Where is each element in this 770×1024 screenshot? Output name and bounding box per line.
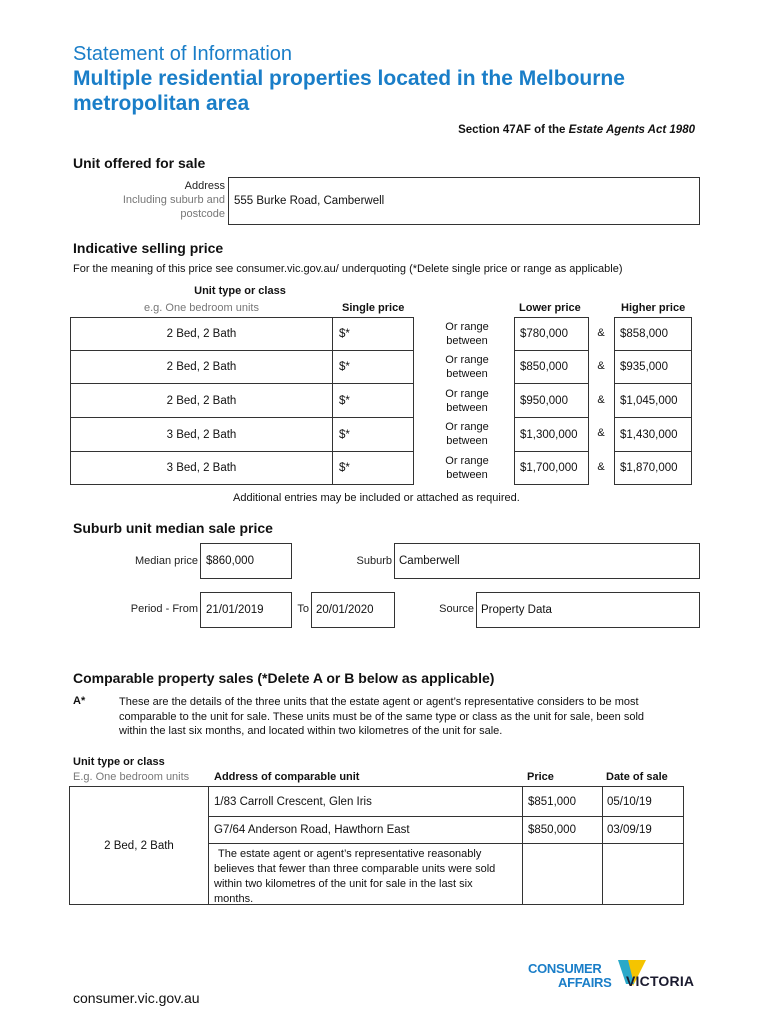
option-a-line1: These are the details of the three units that the estate agent or agent’s representative considers to be most [119, 696, 639, 708]
address-label-line2: Including suburb and [122, 194, 225, 206]
price-row-5-higher-text: $1,870,000 [620, 462, 678, 474]
logo-affairs-text: AFFAIRS [558, 975, 612, 990]
price-row-1-amp: & [597, 327, 605, 339]
price-row-4-lower-text: $1,300,000 [520, 428, 578, 441]
comp-row-3-note[interactable] [208, 843, 523, 905]
source-value: Property Data [481, 604, 552, 616]
option-a-line3: within the last six months, and located within two kilometres of the unit for sale. [119, 725, 503, 737]
price-row-4-lower[interactable] [514, 417, 589, 452]
price-row-3-or-range [431, 387, 503, 415]
price-row-2-amp: & [597, 360, 605, 372]
source-label: Source [439, 603, 474, 615]
address-label-line3: postcode [180, 208, 225, 220]
comparable-heading: Comparable property sales (*Delete A or B below as applicable) [73, 670, 495, 686]
option-a-text [119, 695, 689, 739]
between-text: between [446, 368, 488, 380]
price-row-4-unit-text: 3 Bed, 2 Bath [166, 428, 237, 441]
between-text: between [446, 335, 488, 347]
comp-note-line3: within two kilometres of the unit for sale in the last six [214, 878, 473, 890]
document-subtitle: Statement of Information [73, 43, 293, 65]
or-range-text: Or range [445, 354, 489, 366]
logo-consumer-text: CONSUMER [528, 961, 602, 976]
or-range-text: Or range [445, 321, 489, 333]
price-row-3-amp: & [597, 394, 605, 406]
median-price-value: $860,000 [206, 555, 254, 567]
price-row-1-single-text: $* [339, 328, 350, 340]
price-row-5-or-range [431, 454, 503, 482]
unit-offered-heading: Unit offered for sale [73, 155, 206, 171]
address-value: 555 Burke Road, Camberwell [234, 195, 385, 207]
col-single-price: Single price [342, 302, 405, 314]
price-row-1-unit[interactable] [70, 317, 333, 351]
price-row-3-unit[interactable] [70, 383, 333, 418]
price-row-1-or-range [431, 320, 503, 348]
or-range-text: Or range [445, 455, 489, 467]
section-reference [458, 124, 695, 136]
comp-row-2-price-text: $850,000 [528, 824, 576, 836]
price-row-5-higher[interactable] [614, 451, 692, 485]
price-row-1-lower-text: $780,000 [520, 328, 568, 340]
price-row-4-unit[interactable] [70, 417, 333, 452]
comp-col-unit-example: E.g. One bedroom units [73, 771, 190, 783]
price-row-3-single[interactable] [332, 383, 414, 418]
between-text: between [446, 402, 488, 414]
consumer-affairs-victoria-logo [528, 958, 708, 1008]
logo-victoria-text: VICTORIA [626, 973, 695, 989]
address-label-line1: Address [184, 180, 225, 192]
address-label [100, 180, 225, 220]
suburb-field[interactable] [394, 543, 700, 579]
price-row-5-unit[interactable] [70, 451, 333, 485]
indicative-heading: Indicative selling price [73, 240, 224, 256]
price-row-4-amp: & [597, 427, 605, 439]
price-row-2-single[interactable] [332, 350, 414, 384]
address-field[interactable] [228, 177, 700, 225]
comp-col-address: Address of comparable unit [214, 771, 360, 783]
comp-col-price: Price [527, 771, 554, 783]
price-row-1-unit-text: 2 Bed, 2 Bath [166, 328, 237, 340]
price-row-4-higher[interactable] [614, 417, 692, 452]
median-heading: Suburb unit median sale price [73, 520, 273, 536]
price-row-2-single-text: $* [339, 361, 350, 373]
price-row-2-lower[interactable] [514, 350, 589, 384]
price-row-2-lower-text: $850,000 [520, 361, 568, 373]
comp-row-3-date[interactable] [602, 843, 684, 905]
comp-col-unit-type: Unit type or class [73, 756, 165, 768]
comp-row-1-price-text: $851,000 [528, 795, 576, 808]
price-row-3-single-text: $* [339, 394, 350, 407]
or-range-text: Or range [445, 388, 489, 400]
price-row-2-or-range [431, 353, 503, 381]
col-unit-type: Unit type or class [194, 285, 286, 297]
period-from-value: 21/01/2019 [206, 604, 264, 616]
period-to-value: 20/01/2020 [316, 604, 374, 616]
price-row-5-lower[interactable] [514, 451, 589, 485]
comp-unit-type-cell[interactable] [69, 786, 209, 905]
or-range-text: Or range [445, 421, 489, 433]
option-a-line2: comparable to the unit for sale. These units must be of the same type or class as the unit for sale, been sold [119, 710, 645, 723]
price-row-1-single[interactable] [332, 317, 414, 351]
period-to-field[interactable] [311, 592, 395, 628]
price-row-5-single-text: $* [339, 462, 350, 474]
comp-row-2-address-text: G7/64 Anderson Road, Hawthorn East [214, 824, 410, 836]
between-text: between [446, 435, 488, 447]
price-row-2-unit-text: 2 Bed, 2 Bath [166, 361, 237, 373]
comp-row-2-address[interactable] [208, 816, 523, 844]
comp-note-line4: months. [214, 893, 254, 905]
price-row-3-higher[interactable] [614, 383, 692, 418]
section-ref-prefix: Section 47AF of the [458, 124, 569, 136]
suburb-value: Camberwell [399, 555, 460, 567]
price-row-1-higher-text: $858,000 [620, 328, 668, 340]
comp-col-date: Date of sale [606, 771, 668, 783]
footer-url[interactable]: consumer.vic.gov.au [73, 990, 200, 1006]
price-row-4-higher-text: $1,430,000 [620, 428, 678, 441]
price-row-2-higher[interactable] [614, 350, 692, 384]
section-ref-act: Estate Agents Act 1980 [568, 124, 695, 136]
document-title: Multiple residential properties located in the Melbourne metropolitan area [73, 67, 625, 115]
median-price-field[interactable] [200, 543, 292, 579]
col-unit-example: e.g. One bedroom units [144, 302, 259, 314]
comp-row-2-price[interactable] [522, 816, 603, 844]
price-row-3-lower-text: $950,000 [520, 394, 568, 407]
comp-row-1-address-text: 1/83 Carroll Crescent, Glen Iris [214, 795, 372, 808]
period-from-label: Period - From [130, 603, 198, 615]
price-row-3-lower[interactable] [514, 383, 589, 418]
price-row-5-lower-text: $1,700,000 [520, 462, 578, 474]
comp-row-1-address[interactable] [208, 786, 523, 817]
comp-row-1-date-text: 05/10/19 [607, 795, 652, 808]
price-row-1-lower[interactable] [514, 317, 589, 351]
col-lower-price: Lower price [519, 302, 581, 314]
price-row-2-higher-text: $935,000 [620, 361, 668, 373]
median-price-label: Median price [135, 555, 198, 567]
price-row-2-unit[interactable] [70, 350, 333, 384]
comp-row-3-price[interactable] [522, 843, 603, 905]
price-row-5-amp: & [597, 461, 605, 473]
price-row-1-higher[interactable] [614, 317, 692, 351]
price-row-4-single[interactable] [332, 417, 414, 452]
period-to-label: To [297, 603, 309, 615]
additional-entries-note: Additional entries may be included or attached as required. [233, 492, 520, 504]
comp-row-2-date-text: 03/09/19 [607, 824, 652, 836]
comp-note-line2: believes that fewer than three comparable units were sold [214, 863, 496, 875]
source-field[interactable] [476, 592, 700, 628]
price-row-3-unit-text: 2 Bed, 2 Bath [166, 394, 237, 407]
price-row-5-single[interactable] [332, 451, 414, 485]
comp-row-1-price[interactable] [522, 786, 603, 817]
col-higher-price: Higher price [621, 302, 686, 314]
price-row-4-or-range [431, 420, 503, 448]
between-text: between [446, 469, 488, 481]
price-row-5-unit-text: 3 Bed, 2 Bath [166, 462, 237, 474]
comp-row-1-date[interactable] [602, 786, 684, 817]
period-from-field[interactable] [200, 592, 292, 628]
comp-note-line1: The estate agent or agent’s representative reasonably [218, 848, 482, 860]
price-row-3-higher-text: $1,045,000 [620, 394, 678, 407]
indicative-note: For the meaning of this price see consumer.vic.gov.au/ underquoting (*Delete single price or range as applicable) [73, 263, 623, 275]
comp-unit-type-value: 2 Bed, 2 Bath [104, 839, 174, 852]
suburb-label: Suburb [356, 555, 392, 567]
price-row-4-single-text: $* [339, 428, 350, 441]
option-a-label: A* [73, 695, 86, 707]
comp-row-2-date[interactable] [602, 816, 684, 844]
